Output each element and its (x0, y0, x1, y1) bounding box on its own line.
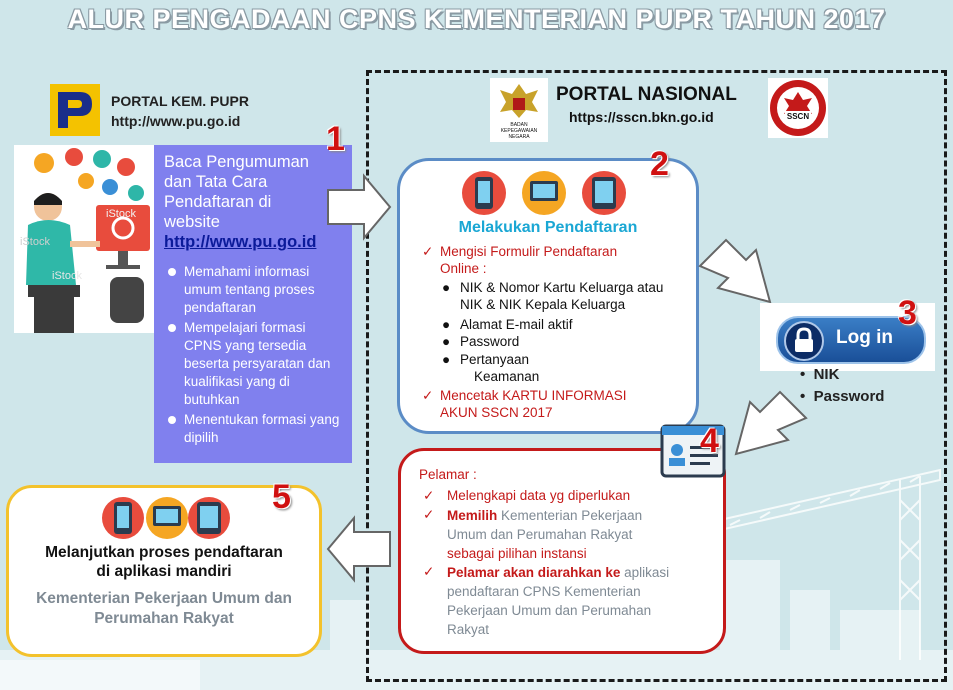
list-item: Memahami informasi umum tentang proses pendaftaran (166, 263, 346, 317)
step2-check1: Mengisi Formulir Pendaftaran Online : (440, 244, 618, 276)
check-icon: ✓ (422, 244, 434, 259)
check-icon: ✓ (422, 388, 434, 403)
garuda-icon (490, 78, 548, 142)
login-button-label[interactable]: Log in (836, 327, 893, 348)
list-item: NIK & Nomor Kartu Keluarga atau NIK & NIK Kepala Keluarga (460, 280, 664, 312)
step3-fields (800, 364, 884, 408)
check-icon: ✓ (423, 507, 435, 522)
list-item: Password (460, 334, 520, 349)
portal-pupr-name: PORTAL KEM. PUPR (111, 93, 249, 109)
step5-text: Melanjutkan proses pendaftaran di aplikasi mandiri (45, 544, 283, 580)
page-title: ALUR PENGADAAN CPNS KEMENTERIAN PUPR TAHUN 2017 (67, 4, 886, 34)
bulb-icon (34, 153, 54, 173)
step4-number: 4 (700, 422, 719, 460)
gear-icon (117, 158, 135, 176)
bkn-logo (490, 78, 548, 142)
step5-number: 5 (272, 478, 291, 516)
bullet-icon: ● (442, 317, 451, 332)
step2-heading: Melakukan Pendaftaran (458, 219, 638, 236)
portal-pupr-url[interactable]: http://www.pu.go.id (111, 113, 241, 129)
mail-icon (102, 179, 118, 195)
svg-text:SSCN: SSCN (786, 112, 810, 121)
sscn-logo (768, 78, 828, 138)
step4-label: Pelamar : (419, 467, 477, 482)
pupr-logo (50, 84, 100, 136)
chat-icon (65, 148, 83, 166)
step5-app-name: Kementerian Pekerjaan Umum dan Perumahan Rakyat (36, 590, 292, 627)
step1-website-link[interactable]: http://www.pu.go.id (164, 233, 317, 251)
step5-icons (101, 494, 231, 542)
globe-icon (128, 185, 144, 201)
sscn-badge-icon (768, 78, 828, 138)
step1-bullets (166, 263, 346, 449)
svg-text:KEPEGAWAIAN: KEPEGAWAIAN (500, 128, 538, 134)
step1-number: 1 (326, 120, 345, 158)
person-at-computer-illustration (14, 145, 154, 333)
step2-check2: Mencetak KARTU INFORMASI AKUN SSCN 2017 (440, 388, 627, 420)
arrow-down-right-icon (694, 226, 780, 312)
bullet-icon: • (800, 366, 814, 383)
step4-item2: Memilih Kementerian Pekerjaan Umum dan Perumahan Rakyat sebagai pilihan instansi (447, 508, 643, 561)
arrow-down-left-icon (726, 378, 812, 464)
watermark: iStock (20, 236, 50, 248)
list-item: • NIK (800, 366, 840, 383)
lock-icon (784, 321, 824, 361)
bullet-icon: ● (442, 280, 451, 295)
cloud-icon (78, 173, 94, 189)
pupr-logo-icon (50, 84, 100, 136)
list-item: • Password (800, 388, 885, 405)
list-item: Menentukan formasi yang dipilih (166, 411, 346, 447)
bullet-icon: ● (442, 334, 451, 349)
step2-box (397, 158, 699, 434)
backpack-icon (110, 277, 144, 323)
step3-number: 3 (898, 294, 917, 332)
svg-text:BADAN: BADAN (510, 122, 528, 128)
list-item: Mempelajari formasi CPNS yang tersedia beserta persyaratan dan kualifikasi yang di butuhkan (166, 319, 346, 409)
check-icon: ✓ (423, 488, 435, 503)
svg-text:NEGARA: NEGARA (508, 134, 530, 140)
bullet-icon: • (800, 388, 814, 405)
step4-item1: Melengkapi data yg diperlukan (447, 488, 631, 503)
step2-number: 2 (650, 145, 669, 183)
cart-icon (93, 150, 111, 168)
step2-icons (460, 169, 630, 217)
watermark: iStock (106, 208, 136, 220)
check-icon: ✓ (423, 564, 435, 579)
step4-item3: Pelamar akan diarahkan ke aplikasi pendaftaran CPNS Kementerian Pekerjaan Umum dan Perumahan Rakyat (447, 565, 670, 637)
arrow-left-icon (322, 514, 394, 586)
step1-panel (154, 145, 352, 463)
portal-nasional-url[interactable]: https://sscn.bkn.go.id (569, 109, 714, 125)
step1-heading: Baca Pengumuman dan Tata Cara Pendaftaran di website http://www.pu.go.id (164, 152, 349, 252)
list-item: Pertanyaan Keamanan (460, 352, 540, 384)
arrow-right-icon (324, 172, 394, 242)
portal-nasional-name: PORTAL NASIONAL (556, 84, 737, 105)
list-item: Alamat E-mail aktif (460, 317, 573, 332)
bullet-icon: ● (442, 352, 451, 367)
watermark: iStock (52, 270, 82, 282)
